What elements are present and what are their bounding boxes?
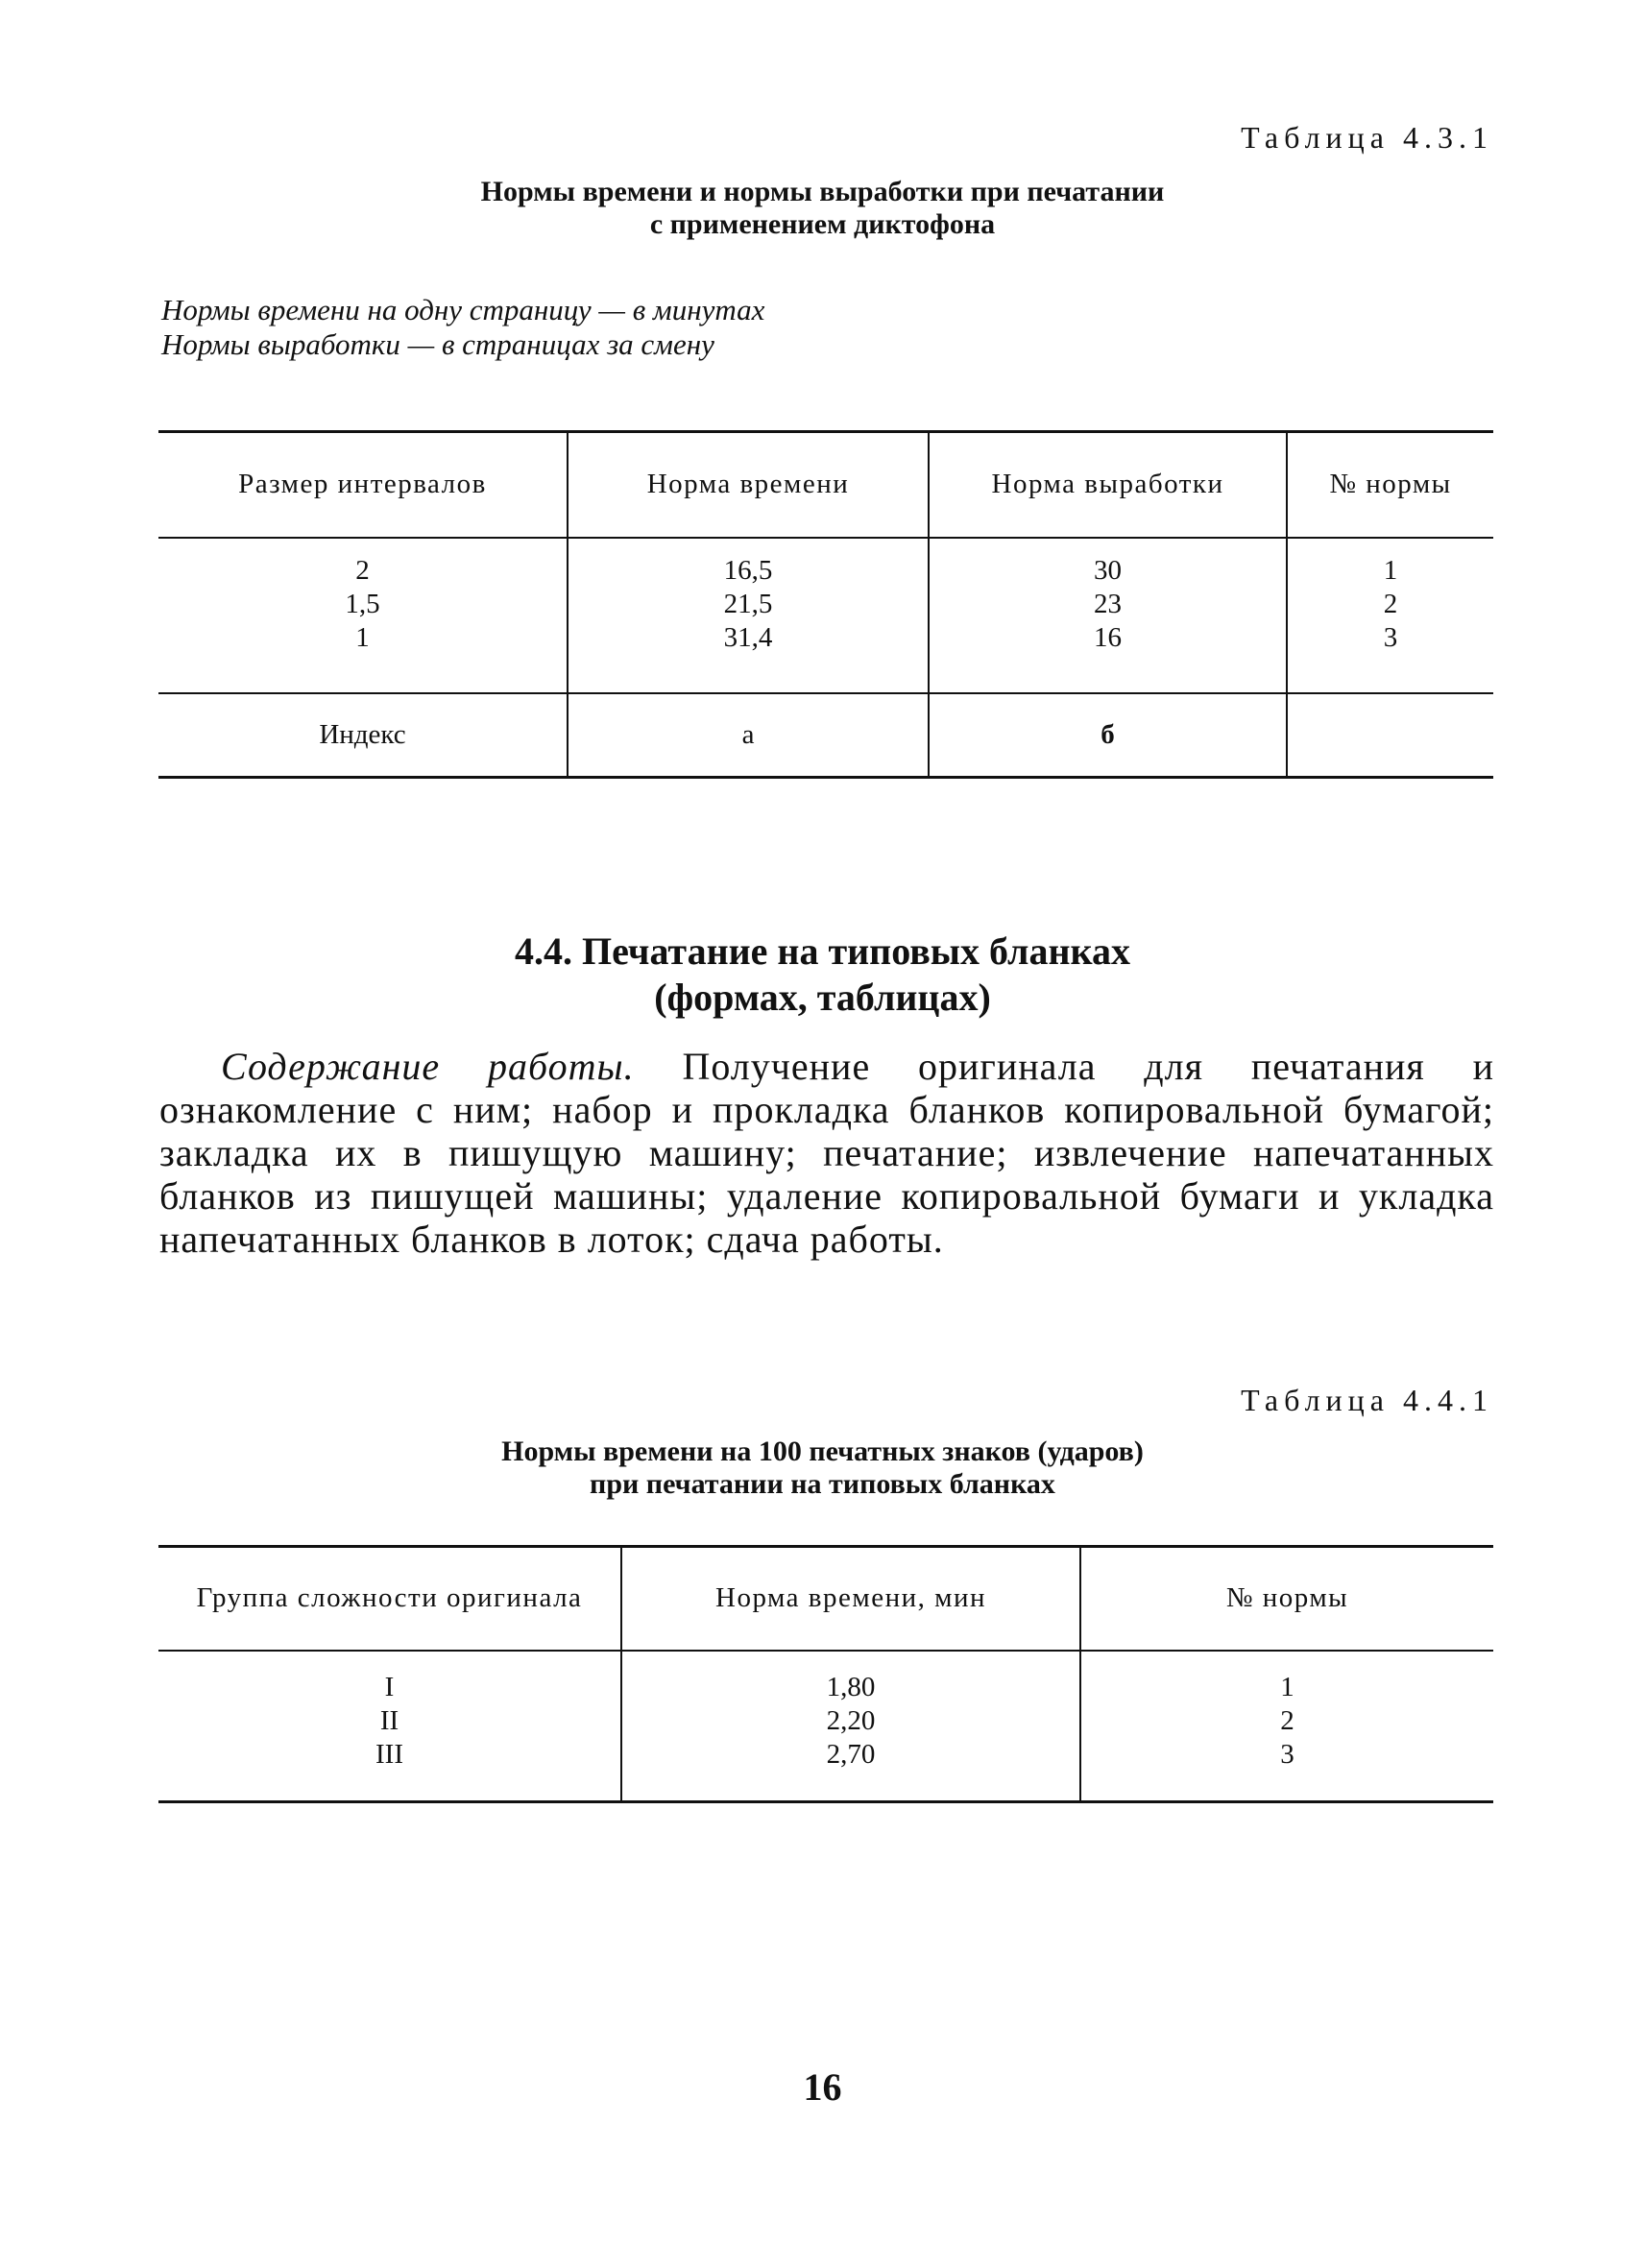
cell-value: 1 bbox=[355, 621, 370, 653]
work-content-paragraph bbox=[159, 1045, 1494, 1261]
norm-number-cell bbox=[1080, 1651, 1493, 1802]
cell-value: 21,5 bbox=[723, 588, 773, 619]
cell-value: 1,5 bbox=[345, 588, 380, 619]
cell-value: 3 bbox=[1383, 621, 1398, 653]
table-index-row bbox=[158, 693, 1493, 778]
table-4-4-1-title-line1: Нормы времени на 100 печатных знаков (ударов) bbox=[501, 1436, 1144, 1467]
table-4-3-1-label: Таблица 4.3.1 bbox=[1241, 120, 1493, 155]
complexity-group-cell bbox=[158, 1651, 621, 1802]
table-data-row bbox=[158, 1651, 1493, 1802]
cell-value: 2,20 bbox=[826, 1704, 876, 1736]
table-4-4-1-title bbox=[0, 1436, 1645, 1501]
index-a-cell: а bbox=[568, 693, 929, 778]
cell-value: III bbox=[375, 1738, 403, 1770]
table-4-4-1-label: Таблица 4.4.1 bbox=[1241, 1383, 1493, 1417]
time-norm-cell bbox=[621, 1651, 1080, 1802]
cell-value: 2 bbox=[355, 554, 370, 586]
cell-value: 2 bbox=[1383, 588, 1398, 619]
cell-value: 23 bbox=[1094, 588, 1122, 619]
index-b-cell: б bbox=[929, 693, 1287, 778]
header-interval-size: Размер интервалов bbox=[158, 432, 568, 538]
table-4-3-1-title-line1: Нормы времени и нормы выработки при печатании bbox=[480, 176, 1165, 207]
cell-value: 31,4 bbox=[723, 621, 773, 653]
table-4-3-1-title-line2: с применением диктофона bbox=[649, 208, 996, 240]
cell-value: 16,5 bbox=[723, 554, 773, 586]
page-number: 16 bbox=[803, 2065, 842, 2109]
time-norm-cell bbox=[568, 538, 929, 693]
table-4-3-1-units-note bbox=[161, 293, 764, 362]
cell-value: 16 bbox=[1094, 621, 1122, 653]
table-data-row bbox=[158, 538, 1493, 693]
interval-size-cell bbox=[158, 538, 568, 693]
header-time-norm: Норма времени bbox=[568, 432, 929, 538]
header-norm-number: № нормы bbox=[1225, 1582, 1349, 1614]
output-norm-cell bbox=[929, 538, 1287, 693]
cell-value: 1 bbox=[1280, 1671, 1294, 1702]
table-4-3-1-title bbox=[0, 176, 1645, 241]
section-heading bbox=[0, 929, 1645, 1021]
cell-value: 2 bbox=[1280, 1704, 1294, 1736]
table-4-4-1-title-line2: при печатании на типовых бланках bbox=[590, 1468, 1055, 1500]
units-output-note: Нормы выработки — в страницах за смену bbox=[161, 327, 714, 361]
norm-number-cell bbox=[1287, 538, 1493, 693]
cell-value: 2,70 bbox=[826, 1738, 876, 1770]
section-heading-line1: 4.4. Печатание на типовых бланках bbox=[515, 929, 1130, 973]
cell-value: 1 bbox=[1383, 554, 1398, 586]
table-header-row bbox=[158, 1547, 1493, 1651]
units-time-note: Нормы времени на одну страницу — в минутах bbox=[161, 293, 765, 326]
header-output-norm: Норма выработки bbox=[929, 432, 1287, 538]
cell-value: II bbox=[379, 1704, 399, 1736]
cell-value: 30 bbox=[1094, 554, 1122, 586]
section-heading-line2: (формах, таблицах) bbox=[654, 976, 991, 1019]
work-content-text: Получение оригинала для печатания и ознакомление с ним; набор и прокладка бланков копировальной бумагой; закладка их в пишущую машину; печатание; извлечение напечатанных бланков из пишущей машины; удаление копировальной бумаги и укладка напечатанных бланков в лоток; сдача работы. bbox=[159, 1045, 1495, 1261]
index-label-cell: Индекс bbox=[158, 693, 568, 778]
table-4-3-1 bbox=[158, 430, 1493, 779]
header-complexity-group: Группа сложности оригинала bbox=[158, 1547, 621, 1651]
table-header-row bbox=[158, 432, 1493, 538]
header-norm-number: № нормы bbox=[1329, 469, 1452, 500]
cell-value: I bbox=[384, 1671, 395, 1702]
cell-value: 1,80 bbox=[826, 1671, 876, 1702]
header-time-norm-min: Норма времени, мин bbox=[621, 1547, 1080, 1651]
table-4-4-1 bbox=[158, 1545, 1493, 1803]
index-empty-cell bbox=[1287, 693, 1493, 778]
work-content-lead: Содержание работы. bbox=[221, 1045, 635, 1088]
cell-value: 3 bbox=[1280, 1738, 1294, 1770]
